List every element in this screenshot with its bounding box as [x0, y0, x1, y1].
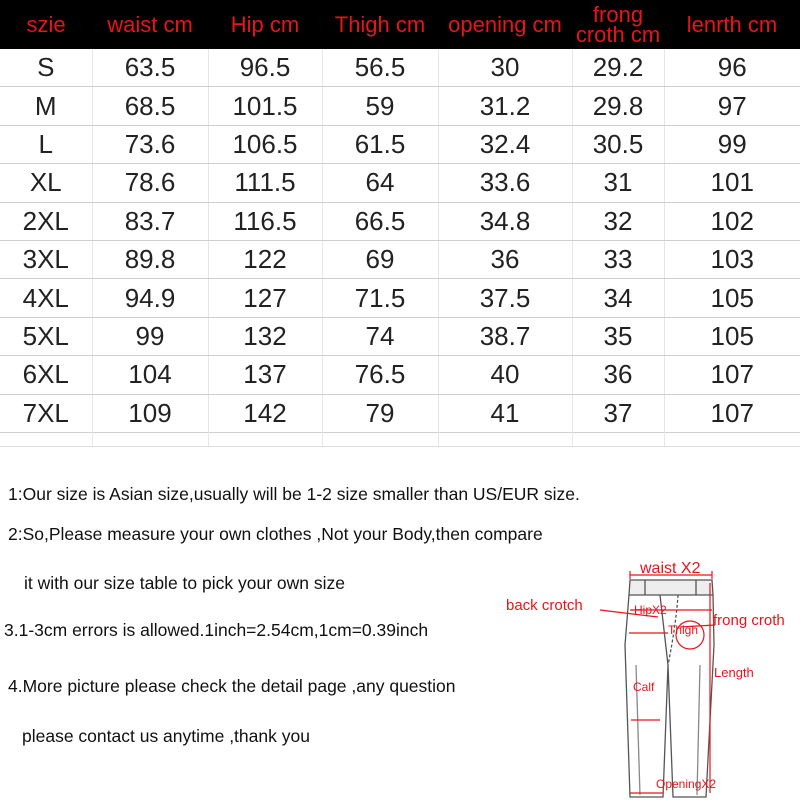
table-cell: 73.6	[92, 125, 208, 163]
table-cell: 6XL	[0, 356, 92, 394]
table-cell: 36	[572, 356, 664, 394]
table-cell: 34	[572, 279, 664, 317]
table-cell: 101.5	[208, 87, 322, 125]
table-cell: 107	[664, 394, 800, 432]
table-cell: 2XL	[0, 202, 92, 240]
table-cell: 29.8	[572, 87, 664, 125]
table-cell: 36	[438, 240, 572, 278]
table-cell: 64	[322, 164, 438, 202]
table-cell: 79	[322, 394, 438, 432]
table-cell: 30	[438, 49, 572, 87]
pants-measurement-diagram	[500, 555, 800, 800]
table-cell: 29.2	[572, 49, 664, 87]
frong-croth-label: frong croth	[713, 612, 785, 629]
table-cell: 61.5	[322, 125, 438, 163]
table-cell: 71.5	[322, 279, 438, 317]
table-cell: 96	[664, 49, 800, 87]
table-cell: 107	[664, 356, 800, 394]
table-cell: 31	[572, 164, 664, 202]
table-cell: 63.5	[92, 49, 208, 87]
table-cell: 3XL	[0, 240, 92, 278]
note-1: 1:Our size is Asian size,usually will be 1-2 size smaller than US/EUR size.	[8, 484, 580, 504]
opening-label: OpeningX2	[656, 777, 717, 791]
back-crotch-label: back crotch	[506, 597, 583, 614]
table-cell: 116.5	[208, 202, 322, 240]
table-cell: 142	[208, 394, 322, 432]
table-cell: 59	[322, 87, 438, 125]
table-cell: 99	[664, 125, 800, 163]
table-cell: 32	[572, 202, 664, 240]
thigh-label: Thigh	[668, 623, 699, 637]
table-cell: 137	[208, 356, 322, 394]
table-cell: M	[0, 87, 92, 125]
column-header: opening cm	[438, 0, 572, 49]
table-cell: S	[0, 49, 92, 87]
table-cell: 30.5	[572, 125, 664, 163]
table-cell: 105	[664, 317, 800, 355]
column-header: Thigh cm	[322, 0, 438, 49]
table-cell: 122	[208, 240, 322, 278]
table-cell: 32.4	[438, 125, 572, 163]
hip-label: HipX2	[634, 603, 667, 617]
table-cell: XL	[0, 164, 92, 202]
table-cell: 40	[438, 356, 572, 394]
calf-label: Calf	[633, 680, 655, 694]
table-cell: 5XL	[0, 317, 92, 355]
note-4-continued: please contact us anytime ,thank you	[22, 726, 310, 746]
table-cell: 56.5	[322, 49, 438, 87]
column-header: frong croth cm	[572, 0, 664, 49]
table-cell: 37.5	[438, 279, 572, 317]
table-cell: 76.5	[322, 356, 438, 394]
table-cell: 103	[664, 240, 800, 278]
table-cell: 97	[664, 87, 800, 125]
table-cell: 109	[92, 394, 208, 432]
table-cell: 83.7	[92, 202, 208, 240]
length-label: Length	[714, 665, 754, 680]
table-cell: 69	[322, 240, 438, 278]
table-cell: 106.5	[208, 125, 322, 163]
column-header: waist cm	[92, 0, 208, 49]
column-header: Hip cm	[208, 0, 322, 49]
table-cell: 127	[208, 279, 322, 317]
table-cell: 34.8	[438, 202, 572, 240]
table-cell: 94.9	[92, 279, 208, 317]
table-cell: L	[0, 125, 92, 163]
table-cell: 102	[664, 202, 800, 240]
table-cell: 132	[208, 317, 322, 355]
table-cell: 104	[92, 356, 208, 394]
table-cell: 7XL	[0, 394, 92, 432]
table-cell: 37	[572, 394, 664, 432]
note-4: 4.More picture please check the detail page ,any question	[8, 676, 456, 696]
table-cell: 35	[572, 317, 664, 355]
table-cell: 66.5	[322, 202, 438, 240]
table-cell: 31.2	[438, 87, 572, 125]
table-cell: 4XL	[0, 279, 92, 317]
table-cell: 33.6	[438, 164, 572, 202]
table-cell: 38.7	[438, 317, 572, 355]
table-cell: 96.5	[208, 49, 322, 87]
table-cell: 105	[664, 279, 800, 317]
table-cell: 101	[664, 164, 800, 202]
table-cell: 99	[92, 317, 208, 355]
note-2: 2:So,Please measure your own clothes ,Not your Body,then compare	[8, 524, 543, 544]
pants-outline-icon	[500, 555, 800, 800]
column-header: lenrth cm	[664, 0, 800, 49]
table-cell: 68.5	[92, 87, 208, 125]
waist-label: waist X2	[640, 560, 701, 577]
table-cell: 78.6	[92, 164, 208, 202]
table-cell: 41	[438, 394, 572, 432]
column-header: szie	[0, 0, 92, 49]
table-cell: 33	[572, 240, 664, 278]
table-cell: 74	[322, 317, 438, 355]
note-2-continued: it with our size table to pick your own size	[24, 573, 345, 593]
note-3: 3.1-3cm errors is allowed.1inch=2.54cm,1cm=0.39inch	[4, 620, 429, 640]
table-cell: 111.5	[208, 164, 322, 202]
table-cell: 89.8	[92, 240, 208, 278]
